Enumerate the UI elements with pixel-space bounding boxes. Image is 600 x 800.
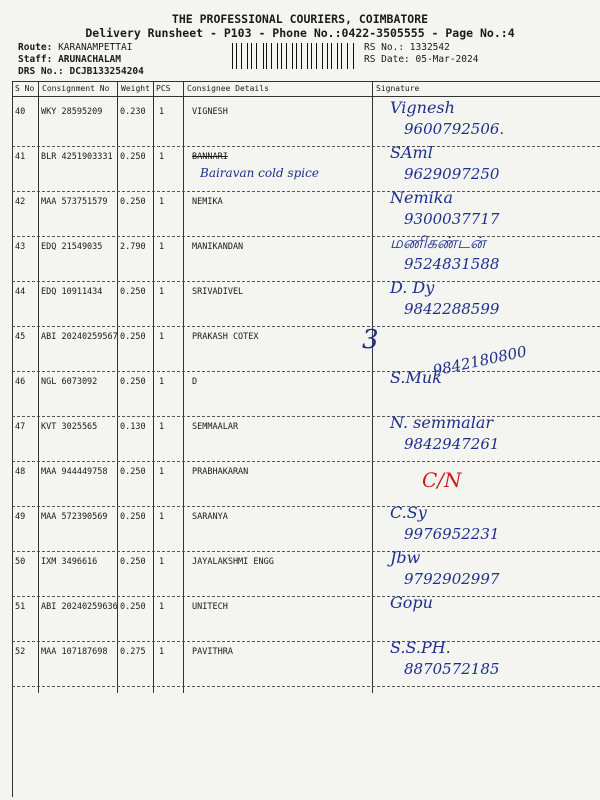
- cell-consignment: WKY 28595209: [41, 107, 103, 117]
- table-row: [12, 548, 600, 597]
- cell-consignment: NGL 6073092: [41, 377, 98, 387]
- cell-sno: 46: [15, 377, 26, 387]
- cell-consignment: MAA 107187698: [41, 647, 108, 657]
- barcode-bar: [301, 43, 302, 69]
- company-title: THE PROFESSIONAL COURIERS, COIMBATORE: [171, 12, 429, 26]
- route-value: KARANAMPETTAI: [58, 42, 133, 53]
- cell-consignee: JAYALAKSHMI ENGG: [192, 557, 274, 567]
- barcode-bar: [349, 43, 350, 69]
- cell-weight: 0.130: [120, 422, 146, 432]
- cell-consignee: MANIKANDAN: [192, 242, 244, 252]
- signature-name: N. semmalar: [390, 413, 494, 432]
- cell-sno: 45: [15, 332, 26, 342]
- barcode-bar: [241, 43, 242, 69]
- cell-sno: 51: [15, 602, 26, 612]
- signature-name: D. Dy: [390, 278, 435, 297]
- rs-date-label: RS Date:: [364, 54, 410, 65]
- cell-weight: 0.275: [120, 647, 146, 657]
- table-row: [12, 233, 600, 282]
- cell-weight: 0.250: [120, 332, 146, 342]
- staff-line: [18, 54, 121, 65]
- table-row: [12, 593, 600, 642]
- barcode-bar: [307, 43, 308, 69]
- table-row: [12, 188, 600, 237]
- cell-sno: 44: [15, 287, 26, 297]
- signature-name: S.S.PH.: [390, 638, 451, 657]
- barcode-bar: [232, 43, 233, 69]
- barcode-bar: [266, 43, 267, 69]
- cell-sno: 47: [15, 422, 26, 432]
- cell-sno: 48: [15, 467, 26, 477]
- signature-name: Vignesh: [390, 98, 455, 117]
- cell-consignment: ABI 20240259567: [41, 332, 118, 342]
- route-label: Route:: [18, 42, 53, 53]
- rs-no-line: [364, 42, 450, 53]
- cell-pcs: 1: [159, 332, 165, 342]
- cell-pcs: 1: [159, 467, 165, 477]
- cell-pcs: 1: [159, 602, 165, 612]
- signature-phone: 9524831588: [404, 255, 500, 273]
- barcode-bar: [278, 43, 279, 69]
- cell-pcs: 1: [159, 107, 165, 117]
- signature-phone: 9842288599: [404, 300, 500, 318]
- header-pcs: PCS: [156, 84, 171, 93]
- runsheet-title: Delivery Runsheet - P103 - Phone No.:0422-3505555 - Page No.:4: [85, 26, 515, 40]
- cell-pcs: 1: [159, 287, 165, 297]
- barcode-bar: [345, 43, 346, 69]
- signature-name: மணிகண்டன்: [390, 233, 486, 252]
- cell-weight: 0.250: [120, 467, 146, 477]
- cell-pcs: 1: [159, 152, 165, 162]
- table-row: [12, 638, 600, 687]
- cell-consignment: KVT 3025565: [41, 422, 98, 432]
- signature-phone: 8870572185: [404, 660, 500, 678]
- cell-pcs: 1: [159, 377, 165, 387]
- staff-value: ARUNACHALAM: [58, 54, 121, 65]
- barcode-bar: [315, 43, 316, 69]
- barcode-bar: [259, 43, 260, 69]
- header-signature: Signature: [376, 84, 420, 93]
- cell-pcs: 1: [159, 197, 165, 207]
- cell-consignee: SARANYA: [192, 512, 228, 522]
- cell-consignment: MAA 944449758: [41, 467, 108, 477]
- barcode-bar: [255, 43, 256, 69]
- signature-name: Nemika: [390, 188, 453, 207]
- signature-phone: 9842180800: [431, 342, 529, 380]
- barcode-bar: [292, 43, 293, 69]
- cell-consignee: D: [192, 377, 198, 387]
- cell-pcs: 1: [159, 647, 165, 657]
- cell-weight: 0.250: [120, 152, 146, 162]
- signature-name: C/N: [422, 468, 462, 492]
- signature-phone: 9300037717: [404, 210, 500, 228]
- cell-consignee: BANNARI: [192, 152, 228, 162]
- rs-date-line: [364, 54, 478, 65]
- cell-consignment: MAA 572390569: [41, 512, 108, 522]
- rs-date-value: 05-Mar-2024: [415, 54, 479, 65]
- cell-consignee: PRABHAKARAN: [192, 467, 249, 477]
- signature-name: Jbw: [390, 548, 421, 567]
- row-separator: [12, 686, 600, 687]
- table-row: [12, 413, 600, 462]
- cell-weight: 0.250: [120, 557, 146, 567]
- signature-phone: 9976952231: [404, 525, 500, 543]
- cell-weight: 0.250: [120, 287, 146, 297]
- header-consignee: Consignee Details: [187, 84, 269, 93]
- signature-name: S.Muk: [390, 368, 442, 387]
- signature-name: SAml: [390, 143, 433, 162]
- cell-pcs: 1: [159, 422, 165, 432]
- cell-sno: 41: [15, 152, 26, 162]
- cell-consignee: SEMMAALAR: [192, 422, 239, 432]
- cell-sno: 52: [15, 647, 26, 657]
- cell-consignee: PRAKASH COTEX: [192, 332, 259, 342]
- rs-no-value: 1332542: [409, 42, 450, 53]
- cell-consignment: ABI 20240259636: [41, 602, 118, 612]
- cell-consignee: UNITECH: [192, 602, 228, 612]
- table-row: [12, 342, 600, 417]
- cell-pcs: 1: [159, 512, 165, 522]
- cell-consignment: IXM 3496616: [41, 557, 98, 567]
- cell-pcs: 1: [159, 242, 165, 252]
- table-row: [12, 278, 600, 327]
- signature-name: C.Sy: [390, 503, 427, 522]
- signature-name: Gopu: [390, 593, 433, 612]
- cell-consignee: PAVITHRA: [192, 647, 233, 657]
- signature-name: 3: [362, 325, 379, 355]
- consignee-handwritten-note: Bairavan cold spice: [200, 166, 319, 180]
- signature-phone: 9792902997: [404, 570, 500, 588]
- barcode-bar: [324, 43, 325, 69]
- cell-consignment: BLR 4251903331: [41, 152, 113, 162]
- barcode-bar: [294, 43, 295, 69]
- cell-weight: 2.790: [120, 242, 146, 252]
- barcode-bar: [322, 43, 323, 69]
- cell-consignment: EDQ 10911434: [41, 287, 103, 297]
- barcode-bar: [251, 43, 252, 69]
- header-weight: Weight: [121, 84, 150, 93]
- drs-line: [18, 66, 144, 77]
- cell-consignee: VIGNESH: [192, 107, 228, 117]
- cell-weight: 0.250: [120, 602, 146, 612]
- table-row: [12, 143, 600, 192]
- barcode-bar: [274, 43, 275, 69]
- signature-phone: 9629097250: [404, 165, 500, 183]
- cell-consignee: SRIVADIVEL: [192, 287, 244, 297]
- cell-weight: 0.250: [120, 512, 146, 522]
- cell-consignment: MAA 573751579: [41, 197, 108, 207]
- rs-no-label: RS No.:: [364, 42, 405, 53]
- route-line: [18, 42, 132, 53]
- cell-weight: 0.250: [120, 377, 146, 387]
- barcode-bar: [337, 43, 338, 69]
- drs-value: DCJB133254204: [69, 66, 144, 77]
- barcode-bar: [239, 43, 240, 69]
- cell-pcs: 1: [159, 557, 165, 567]
- cell-sno: 49: [15, 512, 26, 522]
- cell-weight: 0.250: [120, 197, 146, 207]
- cell-sno: 42: [15, 197, 26, 207]
- header-consignment: Consignment No: [42, 84, 110, 93]
- cell-consignment: EDQ 21549035: [41, 242, 103, 252]
- barcode-bar: [331, 43, 332, 69]
- cell-sno: 40: [15, 107, 26, 117]
- signature-phone: 9842947261: [404, 435, 500, 453]
- cell-consignee: NEMIKA: [192, 197, 223, 207]
- staff-label: Staff:: [18, 54, 53, 65]
- table-row: [12, 98, 600, 147]
- barcode-bar: [281, 43, 282, 69]
- table-row: [12, 462, 600, 507]
- barcode: [232, 43, 356, 69]
- cell-sno: 50: [15, 557, 26, 567]
- drs-label: DRS No.:: [18, 66, 64, 77]
- signature-phone: 9600792506.: [404, 120, 505, 138]
- header-sno: S No: [15, 84, 35, 93]
- cell-sno: 43: [15, 242, 26, 252]
- table-row: [12, 503, 600, 552]
- cell-weight: 0.230: [120, 107, 146, 117]
